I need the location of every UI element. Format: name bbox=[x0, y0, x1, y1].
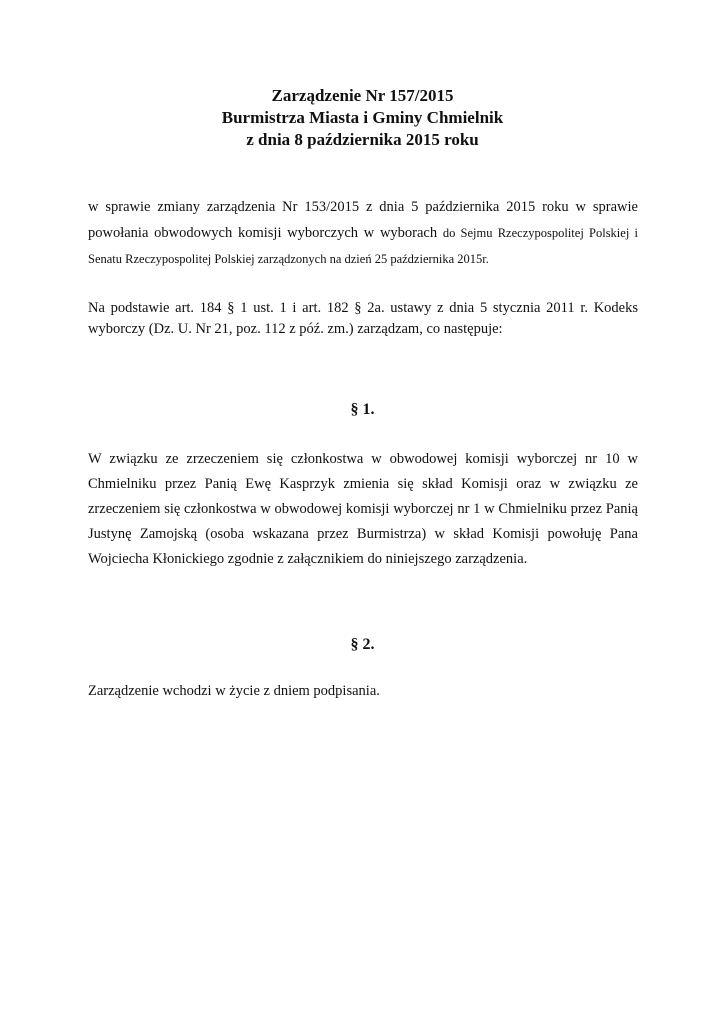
subject-paragraph bbox=[88, 194, 638, 272]
section-1-text: W związku ze zrzeczeniem się członkostwa w obwodowej komisji wyborczej nr 10 w Chmielniku przez Panią Ewę Kasprzyk zmienia się skład Komisji oraz w związku ze zrzeczeniem się członkostwa w obwodowej komisji wyborczej nr 1 w Chmielniku przez Panią Justynę Zamojską (osoba wskazana przez Burmistrza) w skład Komisji powołuję Pana Wojciecha Kłonickiego zgodnie z załącznikiem do niniejszego zarządzenia. bbox=[88, 451, 638, 567]
header-title: Zarządzenie Nr 157/2015 bbox=[271, 86, 454, 105]
section-2-title: § 2. bbox=[350, 636, 375, 653]
header-issuer: Burmistrza Miasta i Gminy Chmielnik bbox=[221, 108, 504, 127]
section-1-title: § 1. bbox=[350, 401, 375, 418]
header-date: z dnia 8 października 2015 roku bbox=[246, 130, 479, 149]
legal-basis-paragraph: Na podstawie art. 184 § 1 ust. 1 i art. 182 § 2a. ustawy z dnia 5 stycznia 2011 r. Kodeks wyborczy (Dz. U. Nr 21, poz. 112 z póź. zm.) zarządzam, co następuje: bbox=[88, 300, 638, 337]
document-header bbox=[0, 85, 725, 151]
subject-text-small: do Sejmu Rzeczypospolitej Polskiej i Senatu Rzeczypospolitej Polskiej zarządzonych na dzień 25 października 2015r. bbox=[88, 226, 638, 266]
subject-text-main: w sprawie zmiany zarządzenia Nr 153/2015 z dnia 5 października 2015 roku w sprawie powołania obwodowych komisji wyborczych w wyborach bbox=[88, 199, 638, 241]
section-2-text: Zarządzenie wchodzi w życie z dniem podpisania. bbox=[88, 683, 380, 699]
